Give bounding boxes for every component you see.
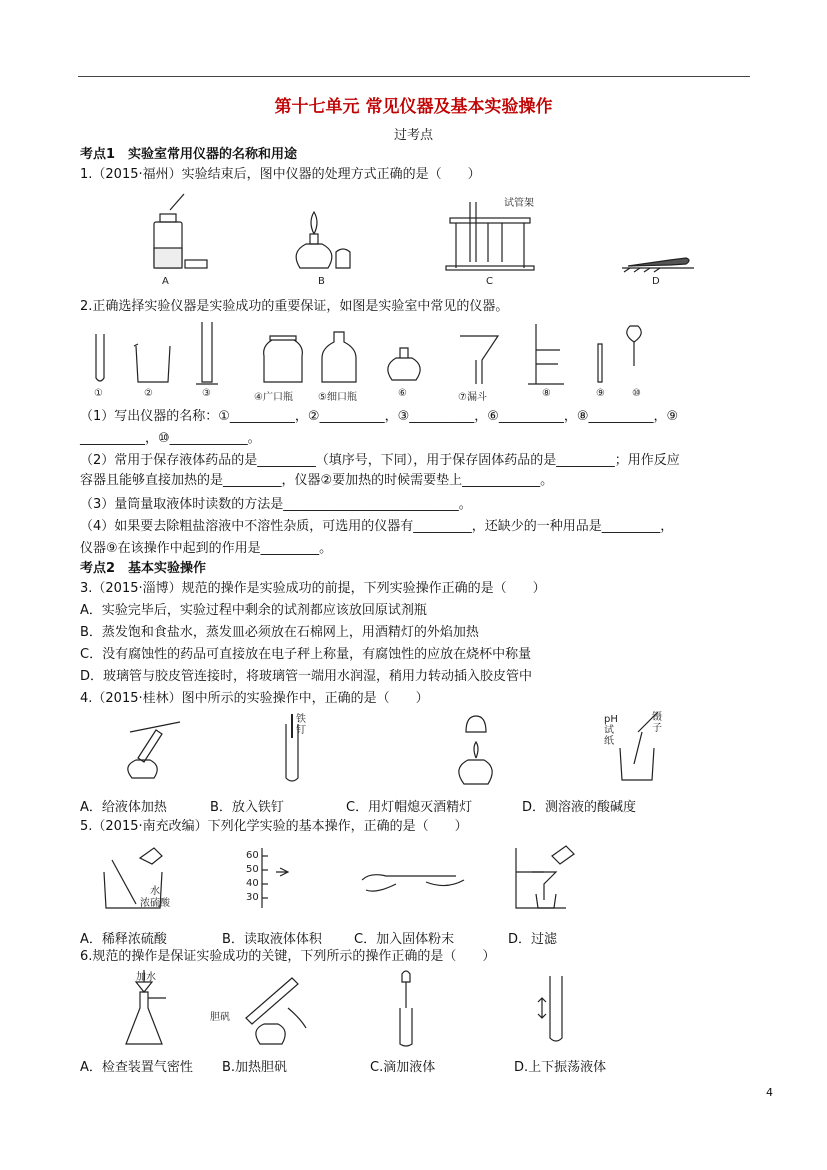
q1-option-d-drawing (622, 258, 694, 272)
q2-instrument-labels (86, 388, 666, 404)
iron-stand-drawing (528, 324, 564, 384)
q3-option-b: B．蒸发饱和食盐水，蒸发皿必须放在石棉网上，用酒精灯的外焰加热 (80, 625, 479, 640)
q6-figure-svg (110, 968, 580, 1048)
up-down-arrow-icon (538, 998, 546, 1018)
q4a-lamp (128, 760, 157, 778)
q1-figure-svg (140, 192, 700, 292)
q6-figure (110, 968, 580, 1048)
q5-acid-label: 浓硫酸 (140, 898, 170, 909)
q1-label-a: A (162, 276, 169, 287)
q6-option-a: A．检查装置气密性 (80, 1060, 193, 1075)
q5-tick-30: 30 (246, 892, 259, 903)
question-1: 1.（2015·福州）实验结束后，图中仪器的处理方式正确的是（ ） (80, 167, 481, 182)
wide-mouth-bottle-drawing (264, 336, 303, 382)
q2-part2-line1: （2）常用于保存液体药品的是_________（填序号，下同），用于保存固体药品的是_________；用作反应 (80, 453, 680, 468)
q2-part1-line1: （1）写出仪器的名称：①__________，②__________，③__________，⑥__________，⑧__________，⑨ (80, 409, 679, 424)
q4-option-a: A．给液体加热 (80, 800, 167, 815)
q6b-hand (288, 1008, 306, 1028)
section-heading-1: 考点1 实验室常用仪器的名称和用途 (80, 147, 298, 162)
q5-tick-50: 50 (246, 864, 259, 875)
q2-label-8: ⑧ (542, 388, 551, 399)
q4-option-d: D．测溶液的酸碱度 (522, 800, 637, 815)
q5c-hand (366, 884, 396, 891)
q6-alum-label: 胆矾 (210, 1012, 230, 1023)
q6b-tube (246, 978, 298, 1024)
q4-option-c: C．用灯帽熄灭酒精灯 (346, 800, 473, 815)
section-heading-2: 考点2 基本实验操作 (80, 561, 207, 576)
q2-part4-line2: 仪器⑨在该操作中起到的作用是_________。 (80, 541, 333, 556)
q4c-lamp (459, 760, 492, 784)
q6c-tube (400, 1008, 412, 1046)
q6-option-b: B.加热胆矾 (222, 1060, 288, 1075)
q4-figure (110, 712, 700, 788)
question-6: 6.规范的操作是保证实验成功的关键，下列所示的操作正确的是（ ） (80, 949, 496, 964)
q4-option-b: B．放入铁钉 (210, 800, 284, 815)
header-rule (78, 76, 750, 77)
q6b-lamp (256, 1024, 285, 1044)
dropper-bulb-drawing (627, 326, 641, 366)
q6-add-water-label: 加水 (136, 972, 156, 983)
q2-part2-line2: 容器且能够直接加热的是_________，仪器②要加热的时候需要垫上____________。 (80, 473, 554, 488)
q1-option-a-drawing (154, 194, 207, 268)
q5-tick-40: 40 (246, 878, 259, 889)
q4-tweezers-label: 镊子 (652, 712, 662, 734)
q2-label-7: ⑦漏斗 (458, 392, 487, 403)
glass-rod-drawing (598, 344, 602, 382)
q2-label-6: ⑥ (398, 388, 407, 399)
q2-label-9: ⑨ (596, 388, 605, 399)
q3-option-d: D．玻璃管与胶皮管连接时，将玻璃管一端用水润湿，稍用力转动插入胶皮管中 (80, 669, 533, 684)
q2-label-2: ② (144, 388, 153, 399)
q5c-tube (362, 875, 456, 880)
eye-arrow-icon (276, 868, 288, 876)
q5-option-d: D．过滤 (508, 932, 558, 947)
q5-option-c: C．加入固体粉末 (354, 932, 455, 947)
q2-label-10: ⑩ (632, 388, 641, 399)
q6a-flask (126, 992, 162, 1044)
q2-part1-line2: __________，⑩____________。 (80, 431, 261, 446)
q6-option-c: C.滴加液体 (370, 1060, 436, 1075)
q1-rack-label: 试管架 (504, 198, 534, 209)
q5d-beaker (536, 894, 556, 908)
q5-option-b: B．读取液体体积 (222, 932, 322, 947)
q4a-tube (138, 730, 162, 762)
q1-label-d: D (652, 276, 660, 287)
funnel-drawing (460, 336, 498, 384)
q5-figure (96, 842, 596, 914)
question-3: 3.（2015·淄博）规范的操作是实验成功的前提，下列实验操作正确的是（ ） (80, 581, 546, 596)
q5d-stand (516, 848, 566, 908)
beaker-drawing (134, 344, 170, 382)
q2-label-1: ① (94, 388, 103, 399)
q5-water-label: 水 (150, 886, 160, 897)
question-5: 5.（2015·南充改编）下列化学实验的基本操作，正确的是（ ） (80, 819, 468, 834)
question-2: 2.正确选择实验仪器是实验成功的重要保证，如图是实验室中常见的仪器。 (80, 299, 509, 314)
q2-instruments-figure (86, 320, 666, 390)
q6-option-d: D.上下振荡液体 (514, 1060, 607, 1075)
q1-figure (140, 192, 700, 292)
q3-option-c: C．没有腐蚀性的药品可直接放在电子秤上称量，有腐蚀性的应放在烧杯中称量 (80, 647, 532, 662)
page-number: 4 (766, 1086, 773, 1099)
question-4: 4.（2015·桂林）图中所示的实验操作中，正确的是（ ） (80, 691, 429, 706)
test-tube-drawing (96, 334, 104, 381)
q4c-cap (466, 716, 486, 732)
dropper-icon (402, 971, 410, 1008)
page-title: 第十七单元 常见仪器及基本实验操作 (274, 97, 553, 117)
q4-nail-label: 铁钉 (296, 714, 306, 736)
q5-tick-60: 60 (246, 850, 259, 861)
q2-label-4: ④广口瓶 (254, 392, 293, 403)
alcohol-lamp-drawing (388, 348, 420, 380)
q1-label-b: B (318, 276, 325, 287)
q2-label-3: ③ (202, 388, 211, 399)
q5-figure-svg (96, 842, 596, 914)
q3-option-a: A．实验完毕后，实验过程中剩余的试剂都应该放回原试剂瓶 (80, 603, 427, 618)
q1-option-c-drawing (446, 202, 534, 270)
q2-label-5: ⑤细口瓶 (318, 392, 357, 403)
graduated-cylinder-drawing (196, 322, 218, 384)
narrow-mouth-bottle-drawing (322, 332, 356, 382)
q5d-funnel (532, 872, 556, 900)
q4-ph-label: pH试纸 (604, 714, 618, 747)
q1-option-b-drawing (296, 212, 350, 268)
q6d-tube (550, 976, 562, 1041)
q2-part3: （3）量筒量取液体时读数的方法是___________________________。 (80, 497, 472, 512)
q1-label-c: C (486, 276, 493, 287)
q5-option-a: A．稀释浓硫酸 (80, 932, 167, 947)
page-subtitle: 过考点 (393, 128, 433, 143)
q2-part4-line1: （4）如果要去除粗盐溶液中不溶性杂质，可选用的仪器有_________，还缺少的一种用品是_________， (80, 519, 674, 534)
q2-instruments-svg (86, 320, 666, 390)
